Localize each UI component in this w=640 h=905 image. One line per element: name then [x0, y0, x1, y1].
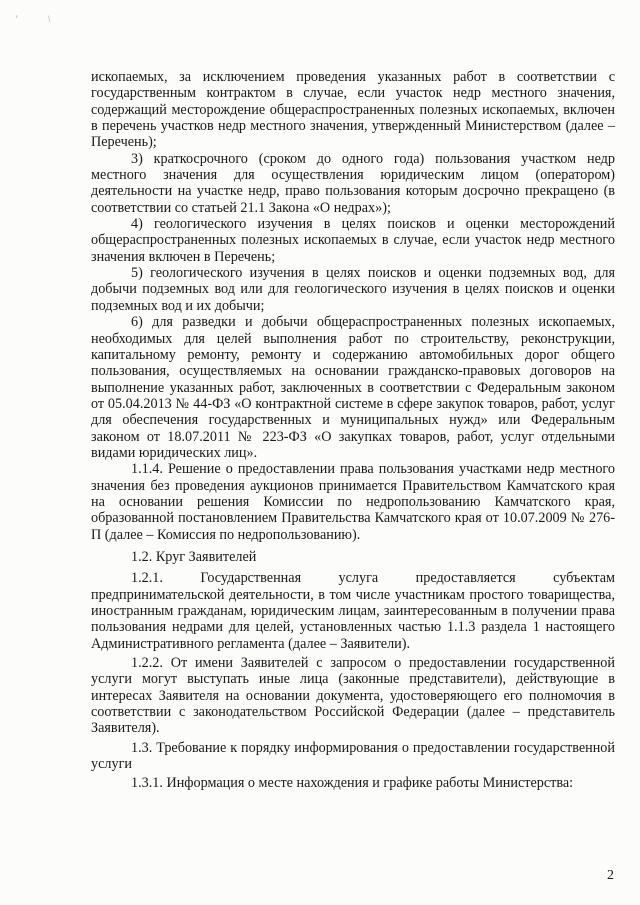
page-number: 2 [607, 868, 614, 883]
clause-1-3-1: 1.3.1. Информация о месте нахождения и графике работы Министерства: [131, 775, 574, 792]
list-item-6: 6) для разведки и добычи общераспространенных полезных ископаемых, необходимых для целей выполнения работ по строительству, реконструкции, капитальному ремонту, ремонту и содержанию автомобильных дорог общего пользования, осуществляемых на основании гражданско-правовых договоров на выполнение указанных работ, заключенных в соответствии с Федеральным законом от 05.04.2013 № 44-ФЗ «О контрактной системе в сфере закупок товаров, работ, услуг для обеспечения государственных и муниципальных нужд» или Федеральным законом от 18.07.2011 № 223-ФЗ «О закупках товаров, работ, услуг отдельными видами юридических лиц». [91, 314, 615, 461]
clause-1-1-4: 1.1.4. Решение о предоставлении права пользования участками недр местного значения без проведения аукционов принимается Правительством Камчатского края на основании решения Комиссии по недропользованию Камчатского края, образованной постановлением Правительства Камчатского края от 10.07.2009 № 276-П (далее – Комиссия по недропользованию). [91, 461, 615, 543]
section-heading-1-2: 1.2. Круг Заявителей [131, 548, 257, 565]
paragraph-continuation: ископаемых, за исключением проведения указанных работ в соответствии с государственным контрактом в случае, если участок недр местного значения, содержащий месторождение общераспространенных полезных ископаемых, включен в перечень участков недр местного значения, утвержденный Министерством (далее – Перечень); [91, 69, 615, 151]
scan-marks: ' \ [16, 14, 65, 24]
body-text [91, 69, 615, 792]
list-item-4: 4) геологического изучения в целях поисков и оценки месторождений общераспространенных полезных ископаемых в случае, если участок недр местного значения включен в Перечень; [91, 216, 615, 265]
section-heading-1-3: 1.3. Требование к порядку информирования о предоставлении государственной услуги [91, 739, 615, 773]
list-item-5: 5) геологического изучения в целях поисков и оценки подземных вод, для добычи подземных вод или для геологического изучения в целях поисков и оценки подземных вод и их добычи; [91, 265, 615, 314]
list-item-3: 3) краткосрочного (сроком до одного года) пользования участком недр местного значения для осуществления юридическим лицом (оператором) деятельности на участке недр, право пользования которым досрочно прекращено (в соответствии со статьей 21.1 Закона «О недрах»); [91, 150, 615, 216]
clause-1-2-1: 1.2.1. Государственная услуга предоставляется субъектам предпринимательской деятельности, в том числе участникам простого товарищества, иностранным гражданам, юридическим лицам, заинтересованным в получении права пользования недрами для целей, установленных частью 1.1.3 раздела 1 настоящего Административного регламента (далее – Заявители). [91, 570, 615, 652]
clause-1-2-2: 1.2.2. От имени Заявителей с запросом о предоставлении государственной услуги могут выступать иные лица (законные представители), действующие в интересах Заявителя на основании документа, удостоверяющего его полномочия в соответствии с законодательством Российской Федерации (далее – представитель Заявителя). [91, 655, 615, 737]
